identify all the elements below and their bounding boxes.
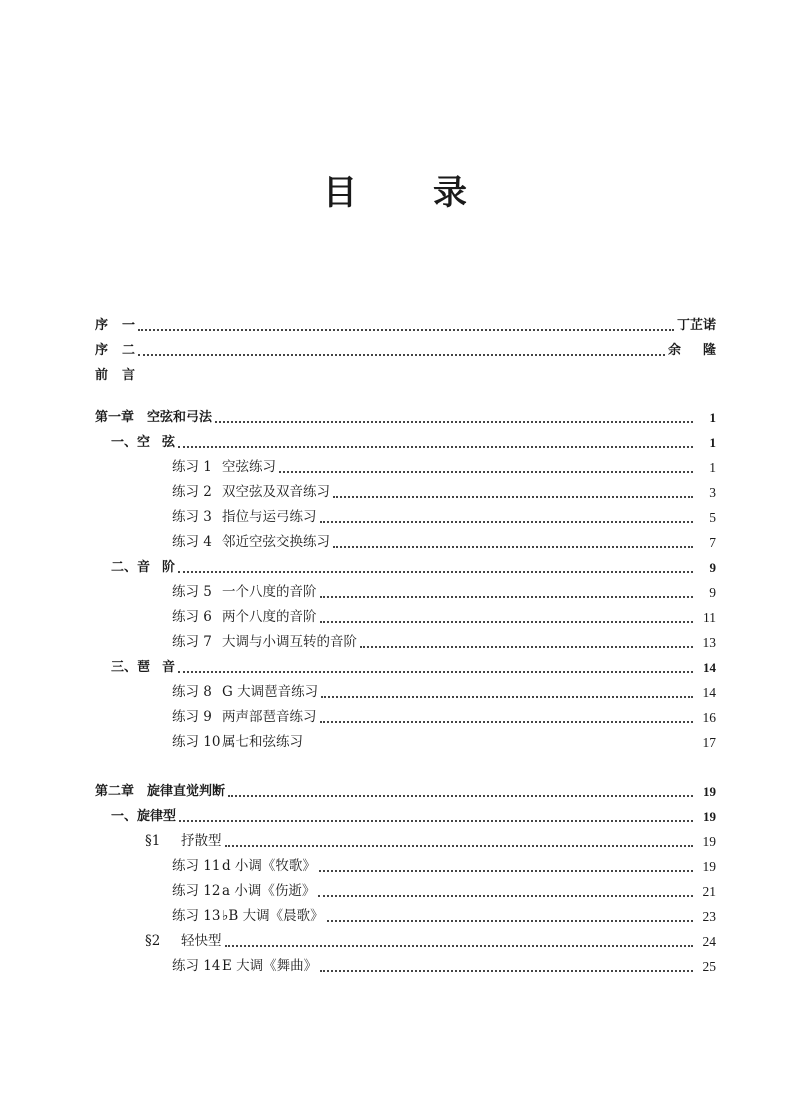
section-page: 9 (709, 560, 716, 575)
leader-spacer (306, 746, 693, 748)
exercise-number: 练习 14 (172, 958, 221, 974)
preface-1-a: 序 (95, 318, 109, 333)
subsection-page: 24 (702, 934, 716, 949)
dot-leader (320, 621, 694, 623)
dot-leader (321, 696, 693, 698)
exercise-title: 属七和弦练习 (222, 734, 303, 750)
exercise-page: 5 (709, 510, 716, 525)
dot-leader (319, 870, 693, 872)
dot-leader (179, 820, 693, 822)
toc-exercise-10[interactable] (95, 730, 716, 755)
toc-exercise-9[interactable] (95, 705, 716, 730)
subsection-title: 抒散型 (181, 833, 222, 849)
dot-leader (215, 421, 693, 423)
dot-leader (178, 446, 693, 448)
dot-leader (320, 521, 694, 523)
exercise-number: 练习 7 (172, 634, 212, 650)
toc-chapter-1[interactable] (95, 405, 716, 430)
toc-foreword[interactable] (95, 363, 716, 388)
toc-exercise-7[interactable] (95, 630, 716, 655)
section-label: 一、空 (111, 435, 151, 450)
subsection-title: 轻快型 (181, 933, 222, 949)
dot-leader (225, 845, 694, 847)
section-label: 二、音 (111, 560, 151, 575)
subsection-number: §1 (145, 833, 161, 849)
exercise-page: 7 (709, 535, 716, 550)
section-label-tail: 弦 (162, 435, 176, 450)
section-label-tail: 阶 (162, 560, 176, 575)
exercise-page: 11 (703, 610, 716, 625)
subsection-number: §2 (145, 933, 161, 949)
exercise-page: 19 (702, 859, 716, 874)
section-label: 一、旋律型 (111, 809, 177, 824)
preface-2-author-b: 隆 (702, 343, 716, 358)
exercise-title: E 大调《舞曲》 (222, 958, 318, 974)
toc-exercise-1[interactable] (95, 455, 716, 480)
toc-exercise-11[interactable] (95, 854, 716, 879)
title-char-2: 录 (433, 173, 467, 213)
dot-leader (138, 329, 674, 331)
preface-1-author: 丁芷诺 (676, 318, 716, 333)
toc-exercise-8[interactable] (95, 680, 716, 705)
section-page: 14 (703, 660, 716, 675)
preface-2-a: 序 (95, 343, 109, 358)
exercise-title: 两个八度的音阶 (222, 609, 317, 625)
exercise-page: 21 (702, 884, 716, 899)
exercise-title: 双空弦及双音练习 (222, 484, 330, 500)
dot-leader (320, 721, 694, 723)
dot-leader (279, 471, 693, 473)
exercise-title: 大调与小调互转的音阶 (222, 634, 357, 650)
toc-section-2-1[interactable] (95, 804, 716, 829)
chapter-2-page: 19 (703, 784, 716, 799)
exercise-number: 练习 3 (172, 509, 212, 525)
exercise-number: 练习 11 (172, 858, 221, 874)
section-page: 19 (703, 809, 716, 824)
exercise-number: 练习 4 (172, 534, 212, 550)
toc-chapter-2[interactable] (95, 779, 716, 804)
toc-preface-1[interactable] (95, 313, 716, 338)
toc-preface-2[interactable] (95, 338, 716, 363)
exercise-page: 17 (702, 735, 716, 750)
exercise-page: 14 (702, 685, 716, 700)
dot-leader (225, 945, 694, 947)
section-page: 1 (709, 435, 716, 450)
chapter-1-page: 1 (709, 410, 716, 425)
exercise-page: 9 (709, 585, 716, 600)
toc-section-1-2[interactable] (95, 555, 716, 580)
exercise-title: 两声部琶音练习 (222, 709, 317, 725)
chapter-1-label: 第一章 空弦和弓法 (95, 410, 213, 425)
exercise-title: 指位与运弓练习 (222, 509, 317, 525)
exercise-title: d 小调《牧歌》 (222, 858, 316, 874)
dot-leader (327, 920, 693, 922)
preface-1-b: 一 (122, 318, 136, 333)
toc-section-1-3[interactable] (95, 655, 716, 680)
exercise-page: 1 (709, 460, 716, 475)
dot-leader (320, 596, 694, 598)
toc-exercise-13[interactable] (95, 904, 716, 929)
dot-leader (360, 646, 693, 648)
exercise-number: 练习 5 (172, 584, 212, 600)
dot-leader (333, 546, 693, 548)
toc-exercise-4[interactable] (95, 530, 716, 555)
dot-leader (333, 496, 693, 498)
toc-exercise-14[interactable] (95, 954, 716, 979)
preface-2-author-a: 余 (667, 343, 681, 358)
table-of-contents (95, 313, 716, 979)
exercise-title: G 大调琶音练习 (222, 684, 319, 700)
section-label: 三、琶 (111, 660, 151, 675)
exercise-page: 23 (702, 909, 716, 924)
dot-leader (138, 354, 665, 356)
exercise-title: ♭B 大调《晨歌》 (222, 908, 324, 924)
exercise-number: 练习 1 (172, 459, 212, 475)
toc-subsection-2[interactable] (95, 929, 716, 954)
exercise-number: 练习 13 (172, 908, 221, 924)
exercise-title: 邻近空弦交换练习 (222, 534, 330, 550)
dot-leader (228, 795, 693, 797)
preface-2-b: 二 (122, 343, 136, 358)
toc-exercise-5[interactable] (95, 580, 716, 605)
exercise-page: 25 (702, 959, 716, 974)
toc-exercise-3[interactable] (95, 505, 716, 530)
toc-exercise-12[interactable] (95, 879, 716, 904)
subsection-page: 19 (702, 834, 716, 849)
exercise-number: 练习 2 (172, 484, 212, 500)
foreword-b: 言 (122, 368, 136, 383)
toc-section-1-1[interactable] (95, 430, 716, 455)
toc-exercise-2[interactable] (95, 480, 716, 505)
exercise-page: 13 (702, 635, 716, 650)
exercise-number: 练习 6 (172, 609, 212, 625)
title-char-1: 目 (323, 173, 357, 213)
exercise-number: 练习 9 (172, 709, 212, 725)
dot-leader (320, 970, 693, 972)
exercise-title: 一个八度的音阶 (222, 584, 317, 600)
exercise-number: 练习 12 (172, 883, 221, 899)
exercise-title: 空弦练习 (222, 459, 276, 475)
toc-subsection-1[interactable] (95, 829, 716, 854)
page-title (0, 165, 790, 214)
section-label-tail: 音 (162, 660, 176, 675)
exercise-title: a 小调《伤逝》 (222, 883, 316, 899)
exercise-number: 练习 10 (172, 734, 221, 750)
foreword-a: 前 (95, 368, 109, 383)
dot-leader (318, 895, 693, 897)
dot-leader (178, 571, 693, 573)
exercise-number: 练习 8 (172, 684, 212, 700)
chapter-2-label: 第二章 旋律直觉判断 (95, 784, 226, 799)
exercise-page: 3 (709, 485, 716, 500)
dot-leader (178, 671, 693, 673)
toc-exercise-6[interactable] (95, 605, 716, 630)
exercise-page: 16 (702, 710, 716, 725)
